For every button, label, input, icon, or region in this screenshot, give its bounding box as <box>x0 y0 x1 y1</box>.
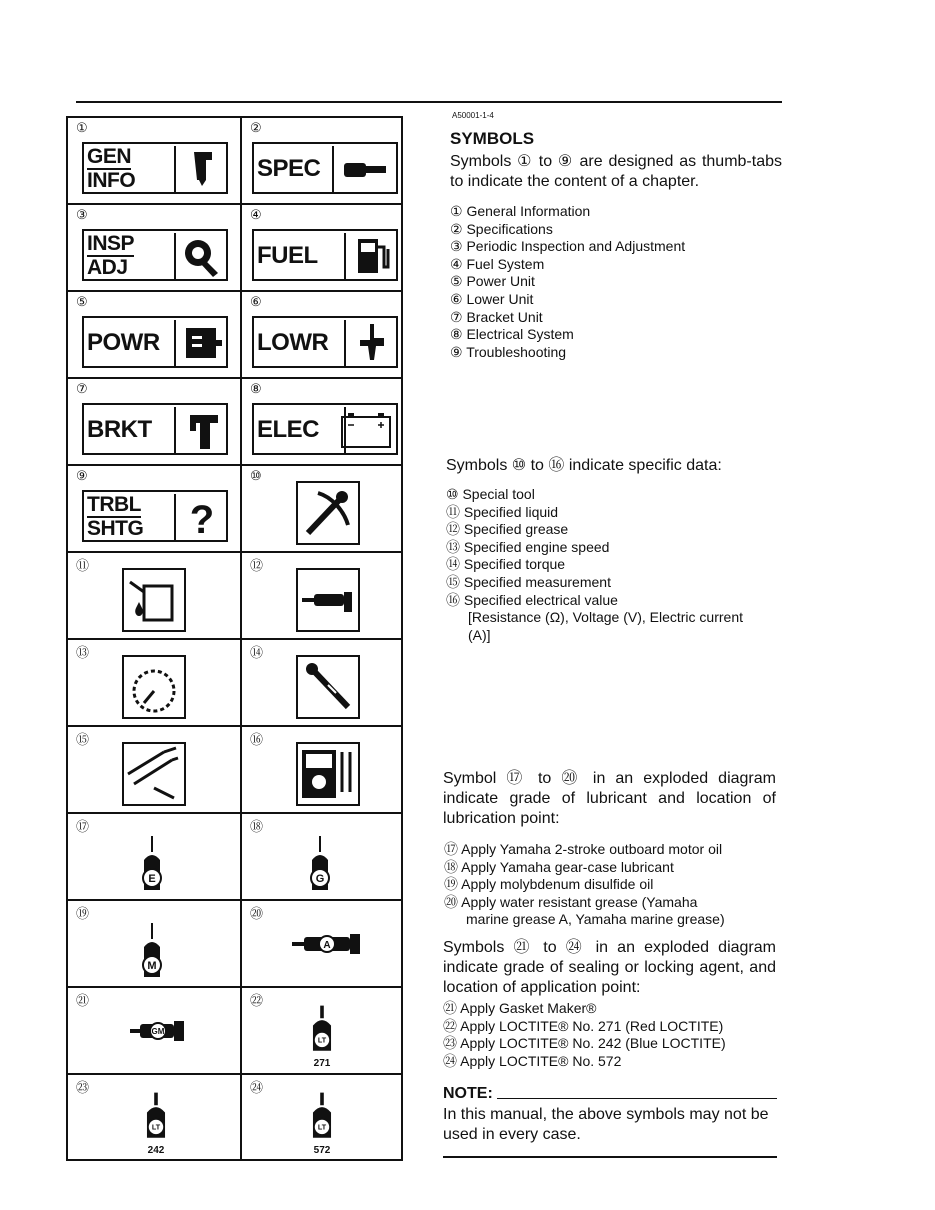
caliper-icon <box>336 146 394 192</box>
document-code: A50001-1-4 <box>452 111 494 120</box>
cell-12: ⑫ <box>242 553 401 640</box>
note-rule <box>497 1098 777 1099</box>
cell-7: ⑦ BRKT <box>68 379 242 466</box>
cell-6: ⑥ LOWR <box>242 292 401 379</box>
cell-19: ⑲ M <box>68 901 242 988</box>
intro-lubricant: Symbol ⑰ to ⑳ in an exploded diagram indicate grade of lubricant and location of lubrication point: <box>443 770 776 827</box>
cell-20: ⑳ A <box>242 901 401 988</box>
cell-21: ㉑ GM <box>68 988 242 1075</box>
svg-text:LT: LT <box>151 1122 161 1132</box>
oil-bottle-g-icon <box>298 834 342 896</box>
grease-tube-a-icon <box>290 929 366 959</box>
question-mark-icon <box>180 494 224 540</box>
intro-specific-data: Symbols ⑩ to ⑯ indicate specific data: <box>446 457 722 474</box>
symbol-grid <box>66 116 403 1161</box>
wrench-magnifier-icon <box>180 233 224 279</box>
sealant-list: ㉑ Apply Gasket Maker® ㉒ Apply LOCTITE® No. 271 (Red LOCTITE) ㉓ Apply LOCTITE® No. 242 (Blue LOCTITE) ㉔ Apply LOCTITE® No. 572 <box>443 1000 726 1069</box>
insp-adj-tab: INSP ADJ <box>82 229 228 281</box>
svg-text:M: M <box>147 960 157 972</box>
torque-wrench-icon <box>296 655 360 719</box>
specific-data-list: ⑩ Special tool ⑪ Specified liquid ⑫ Specified grease ⑬ Specified engine speed ⑭ Specified torque ⑮ Specified measurement ⑯ Specified electrical value [Resistance (Ω), Voltage (V), Electric current (A)] <box>446 486 744 643</box>
cell-4: ④ FUEL <box>242 205 401 292</box>
cell-3: ③ INSP ADJ <box>68 205 242 292</box>
trbl-shtg-tab: TRBL SHTG ? <box>82 490 228 542</box>
lubricant-list: ⑰ Apply Yamaha 2-stroke outboard motor oil ⑱ Apply Yamaha gear-case lubricant ⑲ Apply molybdenum disulfide oil ⑳ Apply water resistant grease (Yamaha marine grease A, Yamaha marine grease) <box>444 841 725 928</box>
cell-16: ⑯ <box>242 727 401 814</box>
powr-tab: POWR <box>82 316 228 368</box>
cell-8: ⑧ ELEC <box>242 379 401 466</box>
cell-11: ⑪ <box>68 553 242 640</box>
brkt-tab: BRKT <box>82 403 228 455</box>
cell-9: ⑨ TRBL SHTG ? <box>68 466 242 553</box>
lower-unit-icon <box>350 320 394 366</box>
cell-2: ② SPEC <box>242 118 401 205</box>
grease-tube-icon <box>296 568 360 632</box>
bottom-rule <box>443 1156 777 1158</box>
top-rule <box>76 101 782 103</box>
gen-info-tab: GEN INFO <box>82 142 228 194</box>
vernier-caliper-icon <box>122 742 186 806</box>
tachometer-icon <box>122 655 186 719</box>
cell-14: ⑭ <box>242 640 401 727</box>
svg-text:?: ? <box>189 498 215 540</box>
outboard-motor-icon <box>180 146 224 192</box>
multimeter-icon <box>296 742 360 806</box>
cell-18: ⑱ G <box>242 814 401 901</box>
lowr-tab: LOWR <box>252 316 398 368</box>
cell-23: ㉓ LT 242 <box>68 1075 242 1159</box>
cell-5: ⑤ POWR <box>68 292 242 379</box>
oil-bottle-e-icon <box>130 834 174 896</box>
intro-thumbtabs: Symbols ① to ⑨ are designed as thumb-tabs to indicate the content of a chapter. <box>450 153 782 190</box>
cell-13: ⑬ <box>68 640 242 727</box>
svg-text:G: G <box>315 873 325 885</box>
fuel-pump-icon <box>350 233 394 279</box>
battery-icon <box>338 407 394 453</box>
gasket-maker-tube-icon <box>128 1016 188 1046</box>
svg-text:LT: LT <box>317 1122 327 1132</box>
cell-24: ㉔ LT 572 <box>242 1075 401 1159</box>
oil-bottle-m-icon <box>130 921 174 983</box>
svg-text:E: E <box>148 873 156 885</box>
svg-text:A: A <box>323 940 331 951</box>
special-tool-icon <box>296 481 360 545</box>
svg-text:LT: LT <box>317 1035 327 1045</box>
loctite-572-icon: LT 572 <box>300 1089 344 1151</box>
spec-tab: SPEC <box>252 142 398 194</box>
cell-15: ⑮ <box>68 727 242 814</box>
cell-10: ⑩ <box>242 466 401 553</box>
note-body: In this manual, the above symbols may not be used in every case. <box>443 1106 769 1143</box>
chapter-list: ① General Information ② Specifications ③ Periodic Inspection and Adjustment ④ Fuel System ⑤ Power Unit ⑥ Lower Unit ⑦ Bracket Unit ⑧ Electrical System ⑨ Troubleshooting <box>450 203 686 360</box>
cell-22: ㉒ LT 271 <box>242 988 401 1075</box>
loctite-271-icon: LT 271 <box>300 1002 344 1064</box>
elec-tab: ELEC <box>252 403 398 455</box>
cell-17: ⑰ E <box>68 814 242 901</box>
engine-icon <box>180 320 224 366</box>
section-heading: SYMBOLS <box>450 129 535 148</box>
loctite-242-icon: LT 242 <box>134 1089 178 1151</box>
svg-text:GM: GM <box>151 1027 165 1036</box>
oil-can-icon <box>122 568 186 632</box>
cell-1: ① GEN INFO <box>68 118 242 205</box>
bracket-icon <box>180 407 224 453</box>
intro-sealant: Symbols ㉑ to ㉔ in an exploded diagram indicate grade of sealing or locking agent, and location of application point: <box>443 939 776 996</box>
fuel-tab: FUEL <box>252 229 398 281</box>
note-label: NOTE: <box>443 1085 493 1102</box>
